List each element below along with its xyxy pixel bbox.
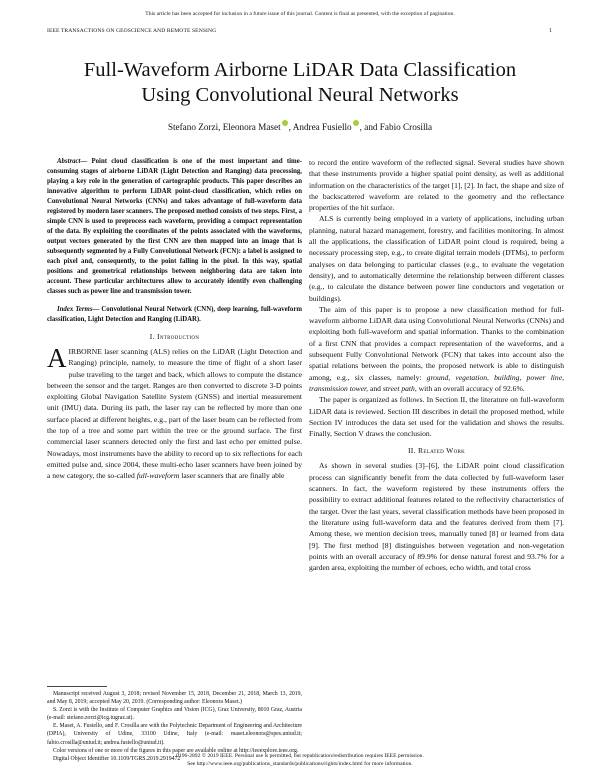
abstract bbox=[47, 157, 302, 297]
copyright-notice bbox=[0, 752, 600, 768]
class-list: ground, vegetation, building, power line, transmission tower, bbox=[309, 372, 564, 393]
left-column bbox=[47, 157, 302, 482]
intro-paragraph bbox=[47, 343, 302, 482]
abstract-text: — Point cloud classification is one of the most important and time-consuming stages of airborne LiDAR (Light Detection and Ranging) data processing, playing a key role in the generation of cartographic products. This paper describes an innovative algorithm to perform LiDAR point-cloud classification, which relies on Convolutional Neural Networks (CNNs) and takes advantage of full-waveform data registered by modern laser scanners. The proposed method consists of two steps. First, a simple CNN is used to preprocess each waveform, providing a compact representation of the data. By exploiting the coordinates of the points associated with the waveforms, output vectors generated by the first CNN are then mapped into an image that is subsequently segmented by a Fully Convolutional Network (FCN): a label is assigned to each pixel and, consequently, to the point falling in the pixel. In this way, spatial positions and geometrical relationships between neighboring data are taken into account. These particular architectures allow to accurately identify even challenging classes such as power line and transmission tower. bbox=[47, 158, 303, 295]
aim-and: and bbox=[368, 383, 383, 393]
section-heading-related-work: II. Related Work bbox=[407, 446, 466, 456]
related-work-paragraph: As shown in several studies [3]–[6], the LiDAR point cloud classification process can significantly benefit from the data collected by full-waveform laser scanners. In fact, the waveform registered by these instruments offers the possibility to extract additional features related to the reflectivity characteristics of the target. Over the last years, several classification methods have been proposed in the literature using full-waveform data and the features derived from them [7]. Among these, we mention decision trees, manually tuned [8] or learned from data [9]. The first method [8] distinguishes between vegetation and non-vegetation points with an overall accuracy of 89.9% for dense natural forest and 93.7% for a garden area, exploiting the number of echoes, echo width, and total cross bbox=[309, 461, 564, 573]
copyright-line-1: 0196-2892 © 2019 IEEE. Personal use is permitted, but republication/redistribution requires IEEE permission. bbox=[176, 753, 424, 759]
aim-accuracy: , with an overall accuracy of 92.6%. bbox=[414, 383, 525, 393]
section-heading-introduction: I. Introduction bbox=[149, 332, 200, 341]
class-last: street path bbox=[382, 383, 415, 393]
index-terms-label: Index Terms bbox=[57, 306, 93, 313]
author-part-2: , Andrea Fusiello bbox=[288, 122, 352, 132]
index-terms bbox=[47, 305, 302, 325]
orcid-icon[interactable] bbox=[282, 120, 288, 126]
footnote-color: Color versions of one or more of the figures in this paper are available online at http://ieeexplore.ieee.org. bbox=[53, 747, 299, 754]
intro-text: IRBORNE laser scanning (ALS) relies on the LiDAR (Light Detection and Ranging) principle, namely, to measure the time of flight of a short laser pulse traveling to the target and back, which allows to compute the distance between the sensor and the target. Ranges are then converted to discrete 3-D points exploiting Global Navigation Satellite System (GNSS) and inertial measurement unit (IMU) data. During its path, the laser ray can be reflected by more than one surface placed at different heights, e.g., part of the laser beam can be reflected from the top of a tree and some part within the tree or the ground surface. The first commercial laser scanners detected only the first and last echo per emitted pulse. Nowadays, most instruments have the ability to record up to six reflections for each emitted pulse and, since 2004, these multi-echo laser scanners have been joined by a new category, the so-called bbox=[47, 347, 302, 481]
author-part-3: , and Fabio Crosilla bbox=[359, 122, 433, 132]
right-column bbox=[309, 157, 564, 573]
copyright-line-2[interactable]: See http://www.ieee.org/publications_standards/publications/rights/index.html for more information. bbox=[187, 761, 413, 767]
author-list bbox=[0, 120, 600, 132]
footnote-affiliation: E. Maset, A. Fusiello, and F. Crosilla are with the Polytechnic Department of Engineering and Architecture (DPIA), University of Udine, 33100 Udine, Italy (e-mail: maset.eleonora@spes.uniud.it; fabio.crosilla@uniud.it; andrea.fusiello@uniud.it). bbox=[47, 723, 302, 746]
footnote-rule bbox=[47, 686, 107, 687]
title-line-1: Full-Waveform Airborne LiDAR Data Classification bbox=[83, 59, 517, 81]
title-line-2: Using Convolutional Neural Networks bbox=[141, 84, 459, 106]
running-head: IEEE TRANSACTIONS ON GEOSCIENCE AND REMOTE SENSING bbox=[47, 28, 217, 34]
abstract-label: Abstract bbox=[57, 158, 81, 165]
acceptance-note: This article has been accepted for inclusion in a future issue of this journal. Content is final as presented, with the exception of pagination. bbox=[145, 11, 455, 17]
paper-title bbox=[0, 58, 600, 108]
right-paragraph-3 bbox=[309, 304, 564, 394]
right-paragraph-4: The paper is organized as follows. In Section II, the literature on full-waveform LiDAR data is reviewed. Section III describes in detail the proposed method, while Section IV introduces the data set used for the validation and shows the results. Finally, Section V draws the conclusion. bbox=[309, 395, 564, 439]
orcid-icon[interactable] bbox=[353, 120, 359, 126]
footnote-zorzi: S. Zorzi is with the Institute of Computer Graphics and Vision (ICG), Graz University, 8010 Graz, Austria (e-mail: stefano.zorzi@icg.tugraz.at). bbox=[47, 707, 302, 722]
intro-italic-term: full-waveform bbox=[136, 471, 180, 481]
index-terms-text: — Convolutional Neural Network (CNN), deep learning, full-waveform classification, Light Detection and Ranging (LiDAR). bbox=[47, 306, 302, 323]
footnote-doi: Digital Object Identifier 10.1109/TGRS.2019.2919472 bbox=[53, 755, 181, 762]
aim-text: The aim of this paper is to propose a new classification method for full-waveform airborne LiDAR data using Convolutional Neural Networks (CNNs) and exploiting both full-waveform and spatial information. Thanks to the combination of a first CNN that provides a compact representation of the waveforms, and a subsequent Fully Convolutional Network (FCN) that takes into account also the spatial relations between the points, the proposed network is able to distinguish among, e.g., six classes, namely: bbox=[309, 304, 564, 382]
right-paragraph-2: ALS is currently being employed in a variety of applications, including urban planning, natural hazard management, forestry, and facilities monitoring. In almost all the applications, the classification of LiDAR point cloud is required, being a necessary processing step, e.g., to create digital terrain models (DTMs), to perform analyses on data belonging to particular classes (e.g., to evaluate the vegetation density), and to automatically determine the relationship between different classes (e.g., to calculate the distance between power line conductors and vegetation or buildings). bbox=[309, 214, 564, 303]
author-part-1: Stefano Zorzi, Eleonora Maset bbox=[167, 122, 281, 132]
footnote-manuscript: Manuscript received August 3, 2018; revised November 15, 2018, December 21, 2018, March 13, 2019, and May 8, 2019; accepted May 20, 2019. (Corresponding author: Eleonora Maset.) bbox=[47, 691, 302, 706]
intro-text-end: laser scanners that are finally able bbox=[179, 471, 285, 481]
page-number: 1 bbox=[549, 28, 552, 34]
right-paragraph-1: to record the entire waveform of the reflected signal. Several studies have shown that these instruments provide a higher spatial point density, as well as additional information on the characteristics of the target [1], [2]. In fact, the shape and size of the backscattered waveform are related to the geometry and the reflectance properties of the hit surface. bbox=[309, 158, 564, 213]
drop-cap: A bbox=[47, 343, 67, 373]
